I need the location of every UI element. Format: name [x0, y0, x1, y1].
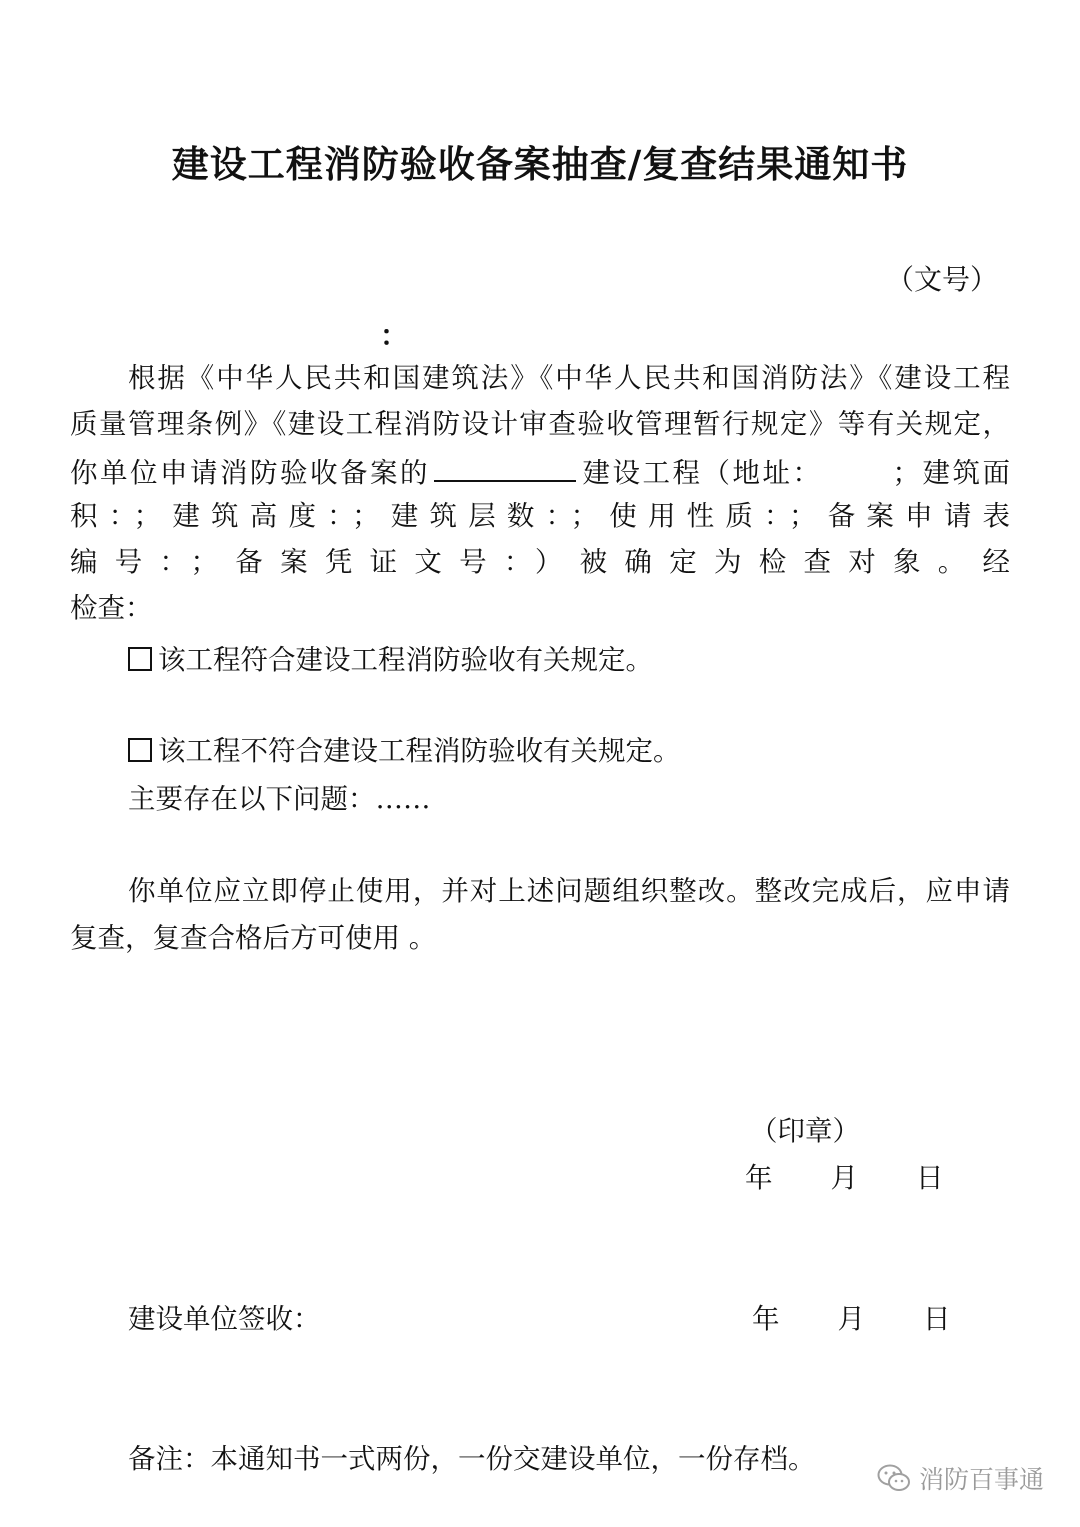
rectify-line-2: 复查，复查合格后方可使用 。	[70, 922, 437, 954]
body-line-1: 根据《中华人民共和国建筑法》《中华人民共和国消防法》《建设工程	[128, 362, 1010, 394]
sign-date	[752, 1296, 951, 1336]
stamp-label: （印章）	[750, 1115, 860, 1147]
option-pass-label: 该工程符合建设工程消防验收有关规定。	[158, 644, 653, 676]
body-line-3-c: ；建筑面	[892, 457, 1010, 489]
pass-checkbox[interactable]	[128, 647, 152, 671]
body-line-5	[70, 544, 1010, 580]
body-line-6: 检查：	[70, 592, 153, 624]
option-fail	[128, 733, 681, 769]
document-title: 建设工程消防验收备案抽查/复查结果通知书	[171, 142, 909, 186]
fail-checkbox[interactable]	[128, 738, 152, 762]
project-name-blank	[434, 452, 576, 482]
issue-date-year: 年	[745, 1162, 773, 1194]
option-fail-label: 该工程不符合建设工程消防验收有关规定。	[158, 735, 681, 767]
body-line-5-c: ）被确定为检查对象。经	[534, 546, 1011, 578]
body-line-5-b: ；备案凭证文号：	[190, 546, 535, 578]
wechat-icon	[877, 1463, 911, 1493]
body-line-4-a: 积：	[70, 500, 134, 532]
body-line-4-e: ；备案申请表	[789, 500, 1011, 532]
option-pass	[128, 642, 653, 678]
sign-date-month: 月	[837, 1303, 865, 1335]
body-line-2: 质量管理条例》《建设工程消防设计审查验收管理暂行规定》等有关规定，	[70, 408, 1010, 440]
body-line-5-a: 编号：	[70, 546, 191, 578]
issue-date-month: 月	[830, 1162, 858, 1194]
body-line-4-c: ；建筑层数：	[352, 500, 571, 532]
body-line-4-b: ；建筑高度：	[133, 500, 353, 532]
watermark	[877, 1460, 1044, 1496]
issue-date-day: 日	[916, 1162, 944, 1194]
body-line-4	[70, 498, 1010, 534]
problems-line: 主要存在以下问题：……	[128, 783, 431, 815]
remark-note: 备注：本通知书一式两份，一份交建设单位，一份存档。	[128, 1443, 816, 1475]
body-line-4-d: ；使用性质：	[570, 500, 790, 532]
body-line-3-a: 你单位申请消防验收备案的	[70, 457, 430, 489]
sign-date-year: 年	[752, 1303, 780, 1335]
document-number: （文号）	[885, 263, 998, 296]
body-line-3	[70, 452, 1010, 491]
issue-date	[745, 1155, 944, 1195]
body-line-3-b: 建设工程（地址：	[580, 457, 823, 489]
signature-label: 建设单位签收：	[128, 1303, 321, 1335]
sign-date-day: 日	[923, 1303, 951, 1335]
watermark-text: 消防百事通	[918, 1465, 1044, 1494]
rectify-line-1: 你单位应立即停止使用，并对上述问题组织整改。整改完成后，应申请	[128, 875, 1010, 907]
recipient-colon: ：	[380, 319, 409, 352]
